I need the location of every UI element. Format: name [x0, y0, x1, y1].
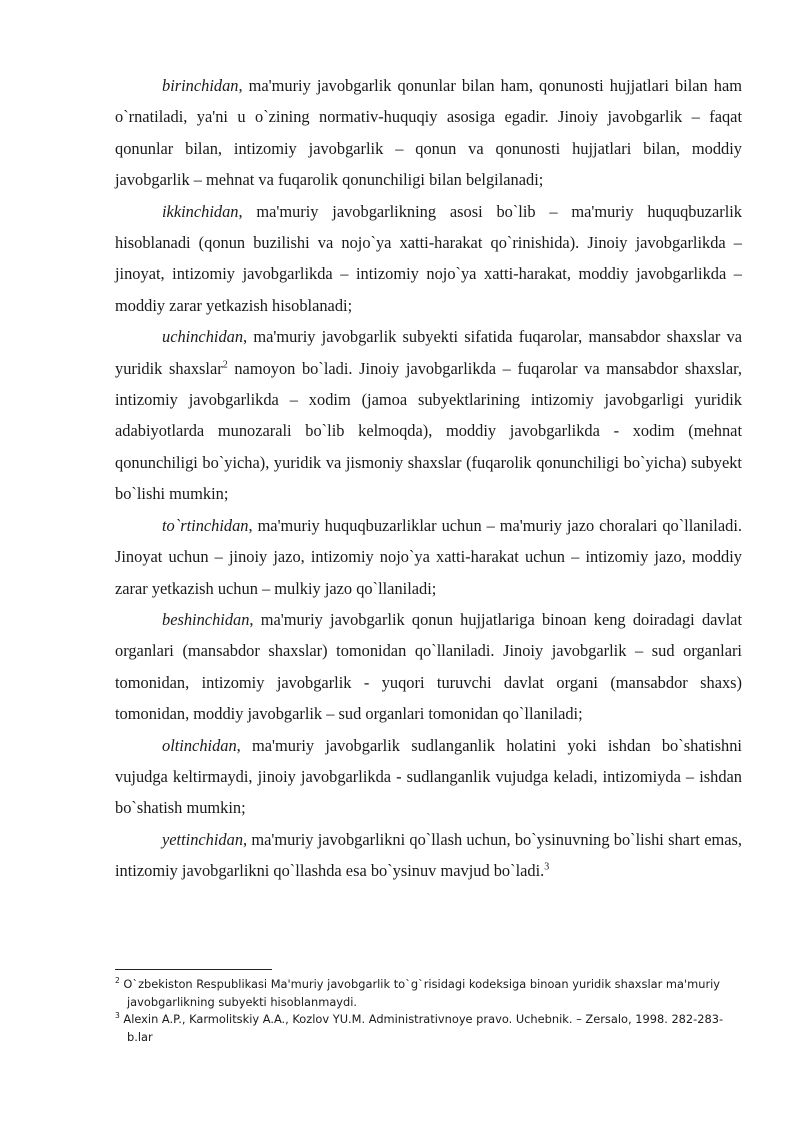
footnote-reference-3[interactable]: 3	[544, 861, 550, 873]
paragraph-yettinchidan	[115, 824, 742, 887]
paragraph-text: , ma'muriy huquqbuzarliklar uchun – ma'muriy jazo choralari qo`llaniladi. Jinoyat uchun – jinoiy jazo, intizomiy nojo`ya xatti-harakat uchun – intizomiy jazo, moddiy zarar yetkazish uchun – mulkiy jazo qo`llaniladi;	[115, 515, 742, 598]
footnote-2	[115, 976, 742, 1011]
paragraph-text-continued: namoyon bo`ladi. Jinoiy javobgarlikda – fuqarolar va mansabdor shaxslar, intizomiy javobgarlikda – xodim (jamoa subyektlarining intizomiy javobgarligi yuridik adabiyotlarda munozarali bo`lib kelmoqda), moddiy javobgarlikda - xodim (mehnat qonunchiligi bo`yicha), yuridik va jismoniy shaxslar (fuqarolik qonunchiligi bo`yicha) subyekt bo`lishi mumkin;	[115, 358, 743, 504]
paragraph-text: , ma'muriy javobgarlik sudlanganlik holatini yoki ishdan bo`shatishni vujudga keltirmaydi, jinoiy javobgarlikda - sudlanganlik vujudga keladi, intizomiyda – ishdan bo`shatish mumkin;	[115, 735, 742, 818]
paragraph-lead-word: yettinchidan	[162, 829, 244, 849]
paragraph-lead-word: beshinchidan	[162, 609, 250, 629]
paragraph-lead-word: ikkinchidan	[162, 201, 239, 221]
footnote-reference-2[interactable]: 2	[222, 359, 228, 371]
paragraph-oltinchidan	[115, 730, 742, 824]
footnote-separator	[115, 969, 272, 970]
footnote-mark: 3	[115, 1011, 120, 1021]
footnote-text: O`zbekiston Respublikasi Ma'muriy javobgarlik to`g`risidagi kodeksiga binoan yuridik shaxslar ma'muriy javobgarlikning subyekti hisoblanmaydi.	[119, 977, 721, 1009]
paragraph-text: , ma'muriy javobgarlikni qo`llash uchun, bo`ysinuvning bo`lishi shart emas, intizomiy javobgarlikni qo`llashda esa bo`ysinuv mavjud bo`ladi.	[115, 829, 742, 881]
paragraph-lead-word: to`rtinchidan	[162, 515, 249, 535]
document-body	[115, 70, 742, 887]
paragraph-text: , ma'muriy javobgarlik qonun hujjatlariga binoan keng doiradagi davlat organlari (mansabdor shaxslar) tomonidan qo`llaniladi. Jinoiy javobgarlik – sud organlari tomonidan, intizomiy javobgarlik - yuqori turuvchi davlat organi (mansabdor shaxs) tomonidan, moddiy javobgarlik – sud organlari tomonidan qo`llaniladi;	[115, 609, 742, 724]
footnote-mark: 2	[115, 976, 120, 986]
paragraph-beshinchidan	[115, 604, 742, 730]
paragraph-tortinchidan	[115, 510, 742, 604]
paragraph-birinchidan	[115, 70, 742, 196]
footnotes-section	[115, 976, 742, 1046]
paragraph-text: , ma'muriy javobgarlik subyekti sifatida fuqarolar, mansabdor shaxslar va yuridik shaxslar	[115, 327, 742, 378]
paragraph-lead-word: uchinchidan	[162, 327, 244, 347]
paragraph-lead-word: birinchidan	[162, 76, 239, 95]
paragraph-uchinchidan	[115, 321, 742, 509]
footnote-text: Alexin A.P., Karmolitskiy A.A., Kozlov YU.M. Administrativnoye pravo. Uchebnik. – Zersalo, 1998. 282-283-b.lar	[119, 1012, 724, 1044]
paragraph-text: , ma'muriy javobgarlik qonunlar bilan ham, qonunosti hujjatlari bilan ham o`rnatiladi, ya'ni u o`zining normativ-huquqiy asosiga egadir. Jinoiy javobgarlik – faqat qonunlar bilan, intizomiy javobgarlik – qonun va qonunosti hujjatlari bilan, moddiy javobgarlik – mehnat va fuqarolik qonunchiligi bilan belgilanadi;	[115, 76, 742, 190]
paragraph-text: , ma'muriy javobgarlikning asosi bo`lib – ma'muriy huquqbuzarlik hisoblanadi (qonun buzilishi va nojo`ya xatti-harakat qo`rinishida). Jinoiy javobgarlikda – jinoyat, intizomiy javobgarlikda – intizomiy nojo`ya xatti-harakat, moddiy javobgarlikda – moddiy zarar yetkazish hisoblanadi;	[115, 201, 742, 315]
paragraph-lead-word: oltinchidan	[162, 735, 237, 755]
footnote-3	[115, 1011, 742, 1046]
paragraph-ikkinchidan	[115, 196, 742, 322]
